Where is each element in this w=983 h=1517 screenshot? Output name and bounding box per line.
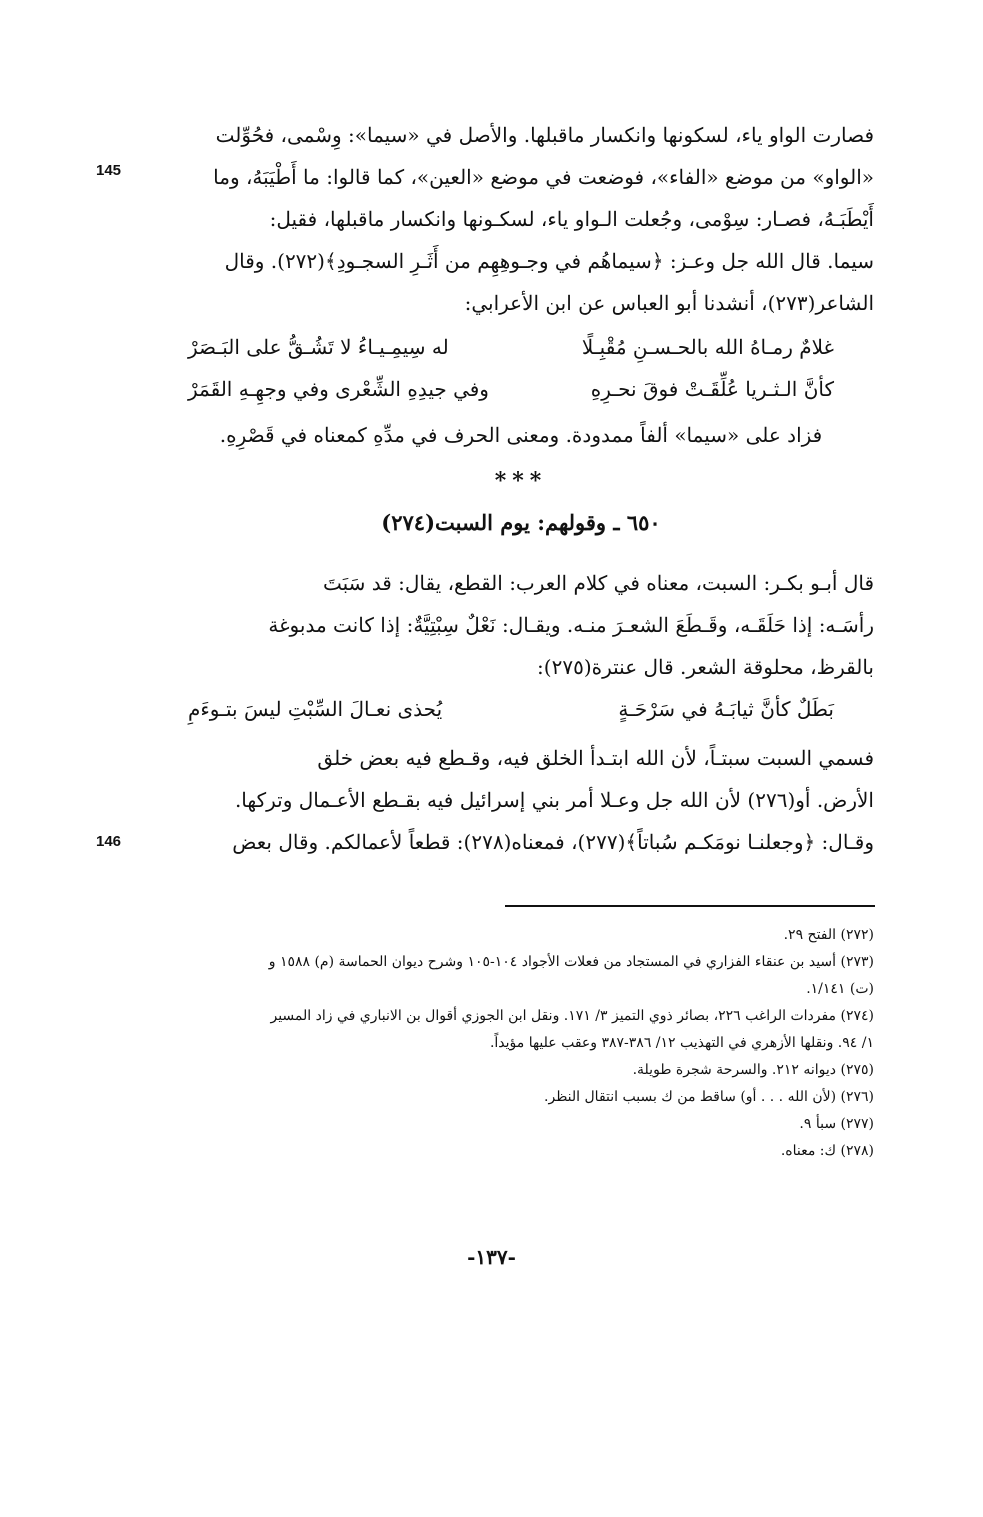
verse-hemistich-first: بَطَلٌ كأنَّ ثيابَـهُ في سَرْحَـةٍ <box>618 697 834 721</box>
text-line: وقـال: ﴿وجعلنـا نومَكـم سُباتاً﴾(٢٧٧)، فمعناه(٢٧٨): قطعاً لأعمالكم. وقال بعض <box>232 830 874 854</box>
footnote: (٢٧٧) سبأ ٩. <box>799 1116 874 1132</box>
text-line: فسمي السبت سبتـاً، لأن الله ابتـدأ الخلق فيه، وقـطع فيه بعض خلق <box>317 746 874 770</box>
verse-hemistich-second: له سِيمِـيـاءُ لا تَشُـقُّ على البَـصَرْ <box>188 335 449 359</box>
verse-hemistich-second: وفي جيدِهِ الشِّعْرى وفي وجهِـهِ القَمَرْ <box>188 377 489 401</box>
text-line: «الواو» من موضع «الفاء»، فوضعت في موضع «العين»، كما قالوا: ما أَطْيَبَهُ، وما <box>213 165 874 189</box>
paragraph-sima <box>168 114 874 324</box>
footnote: (٢٧٦) (لأن الله . . . أو) ساقط من ك بسبب انتقال النظر. <box>544 1089 874 1105</box>
footnote: (٢٧٣) أسيد بن عنقاء الفزاري في المستجاد من فعلات الأجواد ١٠٤-١٠٥ وشرح ديوان الحماسة (م) ١٥٨٨ و <box>268 954 874 970</box>
text-line: أَيْطَبَـهُ، فصـار: سِوْمى، وجُعلت الـواو ياء، لسكـونها وانكسار ماقبلها، فقيل: <box>269 207 874 231</box>
verse-line-3 <box>168 697 874 737</box>
verse-hemistich-first: كأنَّ الـثـريا عُلِّقَـتْ فوقَ نحـرِهِ <box>590 377 834 401</box>
footnote: (٢٧٨) ك: معناه. <box>780 1143 874 1159</box>
verse-hemistich-second: يُحذى نعـالَ السِّبْتِ ليسَ بتـوءَمِ <box>188 697 443 721</box>
margin-page-ref-top: 145 <box>96 162 122 179</box>
margin-page-ref-bottom: 146 <box>96 833 122 850</box>
verse-hemistich-first: غلامٌ رمـاهُ الله بالحـسـنِ مُقْبِـلًا <box>581 335 834 359</box>
text-line: بالقرظ، محلوقة الشعر. قال عنترة(٢٧٥): <box>537 655 874 679</box>
verse-line-1 <box>168 335 874 375</box>
footnote: (٢٧٤) مفردات الراغب ٢٢٦، بصائر ذوي التميز ٣/ ١٧١. ونقل ابن الجوزي أقوال بن الانباري في زاد المسير <box>270 1008 874 1024</box>
footnotes <box>168 922 874 1165</box>
text-line: الشاعر(٢٧٣)، أنشدنا أبو العباس عن ابن الأعرابي: <box>464 291 874 315</box>
footnote: (ت) ١/١٤١. <box>806 981 874 997</box>
footnote: (٢٧٢) الفتح ٢٩. <box>783 927 874 943</box>
footnote: ١/ ٩٤. ونقلها الأزهري في التهذيب ١٢/ ٣٨٦-٣٨٧ وعقب عليها مؤيداً. <box>489 1035 874 1051</box>
paragraph-sabt-continued <box>168 737 874 863</box>
footnote: (٢٧٥) ديوانه ٢١٢. والسرحة شجرة طويلة. <box>632 1062 874 1078</box>
paragraph-sabt <box>168 562 874 688</box>
text-line: سيما. قال الله جل وعـز: ﴿سيماهُم في وجـوهِهِم من أَثَـرِ السجـودِ﴾(٢٧٢). وقال <box>224 249 874 273</box>
text-line: رأسَـه: إذا حَلَقَـه، وقَـطَعَ الشعـرَ منـه. ويقـال: نَعْلٌ سِبْتِيَّةٌ: إذا كانت مدبوغة <box>268 613 874 637</box>
text-line: فصارت الواو ياء، لسكونها وانكسار ماقبلها. والأصل في «سيما»: وِسْمى، فحُوِّلت <box>215 123 874 147</box>
page-number: -١٣٧- <box>467 1245 516 1269</box>
footnote-divider <box>505 905 875 907</box>
text-line: الأرض. أو(٢٧٦) لأن الله جل وعـلا أمر بني إسرائيل فيه بقـطع الأعـمال وتركها. <box>234 788 874 812</box>
section-heading: ٦٥٠ ـ وقولهم: يوم السبت(٢٧٤) <box>381 510 661 535</box>
verse-commentary: فزاد على «سيما» ألفاً ممدودة. ومعنى الحرف في مدِّهِ كمعناه في قَصْرِهِ. <box>219 423 823 447</box>
verse-line-2 <box>168 377 874 417</box>
text-line: قال أبـو بكـر: السبت، معناه في كلام العرب: القطع، يقال: قد سَبَتَ <box>322 571 874 595</box>
section-separator: *** <box>494 468 548 494</box>
